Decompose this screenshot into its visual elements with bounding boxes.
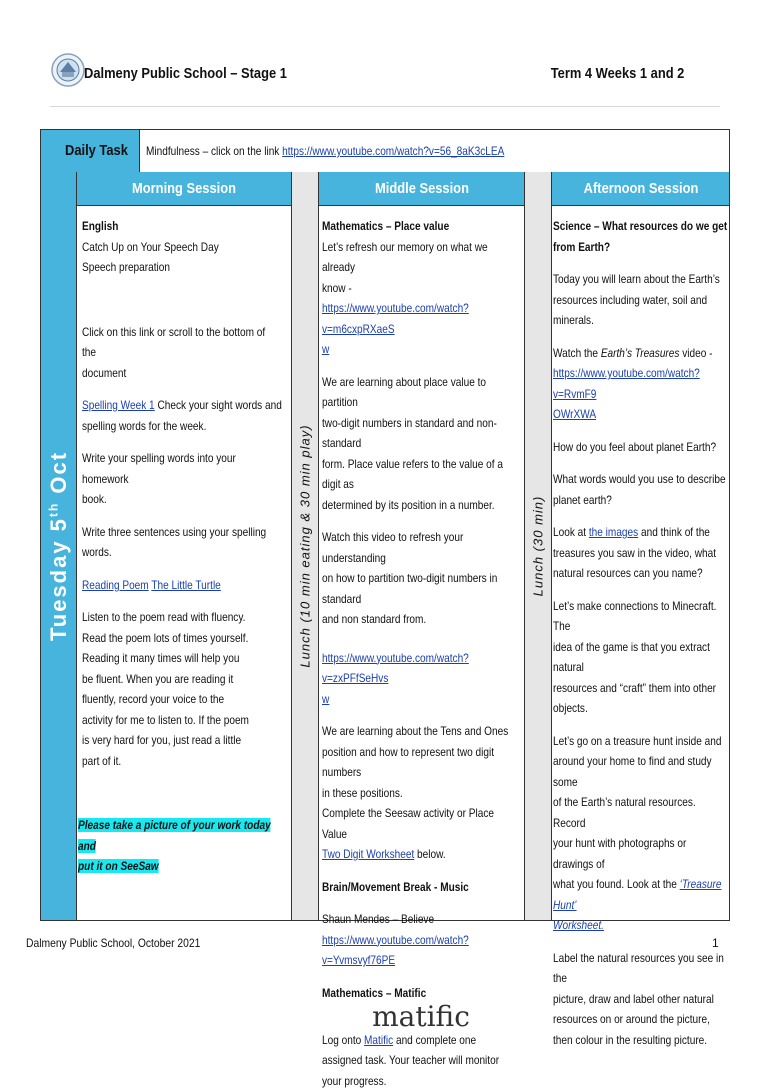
treasure-hunt-worksheet-link[interactable]: Worksheet. [553,918,604,932]
daily-task-row [41,130,729,173]
believe-song-link[interactable]: https://www.youtube.com/watch?v=Yvmsvyf76PE [322,932,469,967]
treasure-hunt-link[interactable]: ‘Treasure Hunt’ [553,877,722,912]
daily-task-label: Daily Task [41,130,140,172]
middle-session-content: Mathematics – Place value Let’s refresh our memory on what we already know - https://www.youtube.com/watch?v=m6cxpRXaeS w We are learning about place value to partition two-digit numbers in standard and non-standard form. Place value refers to the value of a digit as determined by its position in a number. Watch this video to refresh your understanding on how to partition two-digit numbers in standard and non standard from. https://www.youtube.com/watch?v=zxPFfSeHvs w We are learning about the Tens and Ones position and how to represent two digit numbers in these positions. Complete the Seesaw activity or Place Value Two Digit Worksheet below. Brain/Movement Break - Music Shaun Mendes – Believe https://www.youtube.com/watch?v=Yvmsvyf76PE Mathematics – Matific matific Log onto Matific and complete one assigned task. Your teacher will monitor your progress. [322,216,520,1091]
morning-session-content: English Catch Up on Your Speech Day Speech preparation Click on this link or scroll to the bottom of the document Spelling Week 1 Check your sight words and spelling words for the week. Write your spelling words into your homework book. Write three sentences using your spelling words. Reading Poem The Little Turtle Listen to the poem read with fluency. Read the poem lots of times yourself. Reading it many times will help you be fluent. When you are reading it fluently, record your voice to the activity for me to listen to. If the poem is very hard for you, just read a little part of it. Please take a picture of your work today and put it on SeeSaw [82,216,282,877]
page-header [50,50,720,107]
two-digit-worksheet-link[interactable]: Two Digit Worksheet [322,847,415,861]
place-value-video-link-1[interactable]: https://www.youtube.com/watch?v=m6cxpRXaeS [322,301,469,336]
lunch-column-1 [291,172,319,920]
daily-task-text: Mindfulness – click on the link https://www.youtube.com/watch?v=56_8aK3cLEA [146,144,505,158]
place-value-video-link-2-cont[interactable]: w [322,691,330,706]
school-title: Dalmeny Public School – Stage 1 [84,65,287,82]
afternoon-session-content: Science – What resources do we get from Earth? Today you will learn about the Earth’s resources including water, soil and minerals. Watch the Earth’s Treasures video - https://www.youtube.com/watch?v=RvmF9 OWrXWA How do you feel about planet Earth? What words would you use to describe planet earth? Look at the images and think of the treasures you saw in the video, what natural resources can you name? Let’s make connections to Minecraft. The idea of the game is that you extract natural resources and “craft” them into other objects. Let’s go on a treasure hunt inside and around your home to find and study some of the Earth’s natural resources. Record your hunt with photographs or drawings of what you found. Look at the ‘Treasure Hunt’ Worksheet. Label the natural resources you see in the picture, draw and label other natural resources on or around the picture, then colour in the resulting picture. [553,219,728,1047]
day-column [41,172,77,920]
footer-text: Dalmeny Public School, October 2021 [26,936,201,950]
lunch-column-2 [524,172,552,920]
the-images-link[interactable]: the images [588,525,639,539]
matific-link[interactable]: Matific [364,1032,394,1047]
page-number: 1 [712,936,719,950]
place-value-video-link-1-cont[interactable]: w [322,342,330,356]
spelling-week-link[interactable]: Spelling Week 1 [82,398,155,412]
reading-poem-label[interactable]: Reading Poem [82,577,149,592]
lunch-label-2: Lunch (30 min) [530,495,546,597]
term-title: Term 4 Weeks 1 and 2 [550,65,684,82]
school-crest-icon [50,50,86,90]
seesaw-instruction: Please take a picture of your work today and put it on SeeSaw [78,818,271,873]
day-label: Tuesday 5th Oct [45,450,71,642]
lunch-label-1: Lunch (10 min eating & 30 min play) [297,424,313,668]
middle-session-header: Middle Session [319,172,524,206]
little-turtle-link[interactable]: The Little Turtle [151,577,221,592]
morning-session-header: Morning Session [77,172,291,206]
earths-treasures-video-link[interactable]: https://www.youtube.com/watch?v=RvmF9 [553,366,700,401]
earths-treasures-video-link-cont[interactable]: OWrXWA [553,407,597,421]
matific-logo: matific [372,1000,470,1033]
mindfulness-link[interactable]: https://www.youtube.com/watch?v=56_8aK3cLEA [282,144,505,158]
place-value-video-link-2[interactable]: https://www.youtube.com/watch?v=zxPFfSeHvs [322,650,469,685]
afternoon-session-header: Afternoon Session [552,172,729,206]
